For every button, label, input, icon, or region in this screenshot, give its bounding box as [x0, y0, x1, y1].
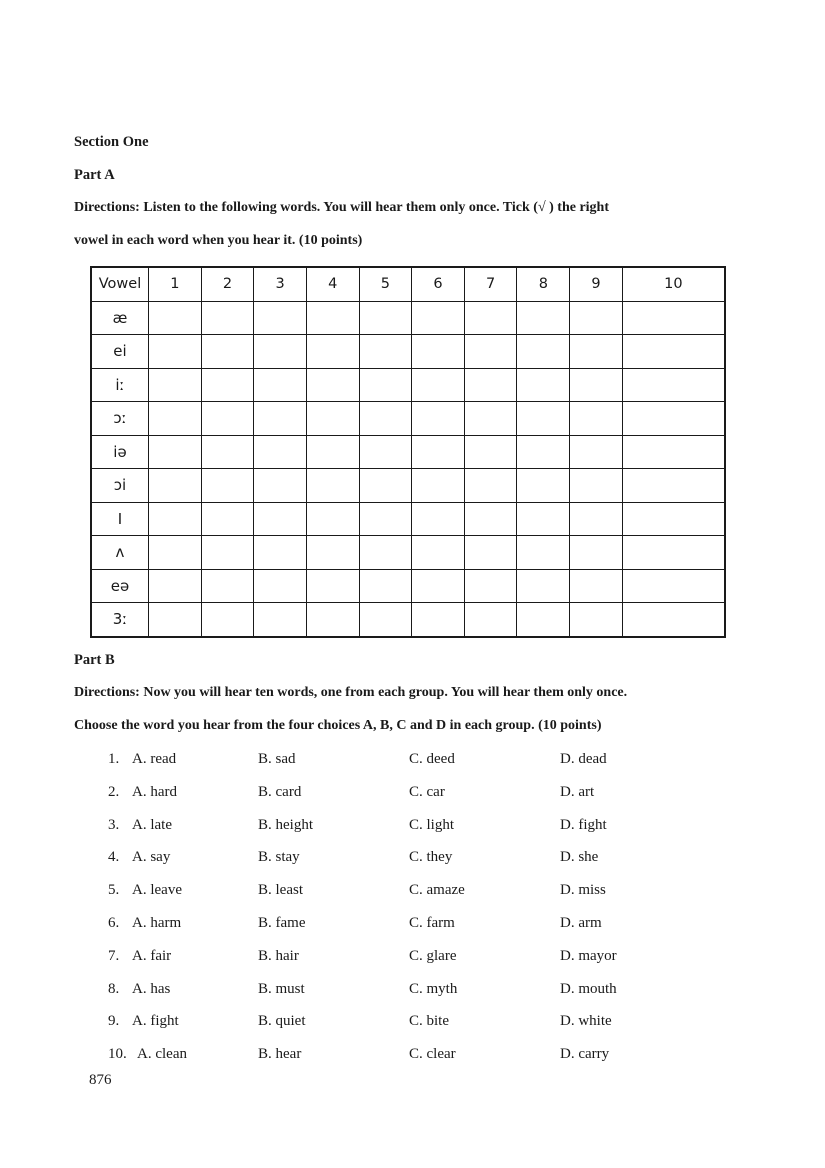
- tick-cell[interactable]: [517, 603, 570, 637]
- tick-cell[interactable]: [149, 301, 202, 335]
- word-number-header: 6: [412, 267, 465, 301]
- tick-cell[interactable]: [412, 502, 465, 536]
- question-number: 1.: [108, 751, 120, 767]
- table-row: [91, 301, 725, 335]
- choice-b[interactable]: B. fame: [258, 915, 306, 931]
- question-number: 9.: [108, 1013, 120, 1030]
- choice-c[interactable]: C. light: [409, 816, 455, 833]
- tick-cell[interactable]: [570, 502, 623, 536]
- tick-cell[interactable]: [570, 435, 623, 469]
- tick-cell[interactable]: [254, 435, 307, 469]
- tick-cell[interactable]: [412, 335, 465, 369]
- tick-cell[interactable]: [306, 536, 359, 570]
- choice-d[interactable]: D. art: [560, 783, 595, 800]
- choice-d[interactable]: D. mouth: [560, 980, 617, 997]
- tick-cell[interactable]: [201, 469, 254, 503]
- tick-cell[interactable]: [570, 603, 623, 637]
- choice-b[interactable]: B. card: [258, 783, 302, 800]
- word-number-header: 10: [622, 267, 725, 301]
- tick-cell[interactable]: [622, 368, 725, 402]
- choice-c[interactable]: C. clear: [409, 1046, 456, 1063]
- choice-a[interactable]: A. leave: [132, 882, 182, 899]
- tick-cell[interactable]: [201, 402, 254, 436]
- choice-d[interactable]: D. fight: [560, 816, 607, 833]
- choice-c[interactable]: C. myth: [409, 980, 458, 997]
- tick-cell[interactable]: [412, 569, 465, 603]
- tick-cell[interactable]: [622, 301, 725, 335]
- tick-cell[interactable]: [412, 368, 465, 402]
- tick-cell[interactable]: [254, 301, 307, 335]
- tick-cell[interactable]: [254, 335, 307, 369]
- tick-cell[interactable]: [622, 335, 725, 369]
- tick-cell[interactable]: [149, 603, 202, 637]
- tick-cell[interactable]: [570, 569, 623, 603]
- question-number: 3.: [108, 816, 120, 833]
- tick-cell[interactable]: [149, 402, 202, 436]
- tick-cell[interactable]: [464, 301, 517, 335]
- choice-d[interactable]: D. mayor: [560, 947, 617, 964]
- word-number-header: 5: [359, 267, 412, 301]
- tick-cell[interactable]: [306, 402, 359, 436]
- tick-cell[interactable]: [254, 569, 307, 603]
- tick-cell[interactable]: [622, 536, 725, 570]
- vowel-column-header: Vowel: [91, 267, 149, 301]
- part-a-directions-line2: vowel in each word when you hear it. (10 points): [74, 233, 363, 248]
- tick-cell[interactable]: [149, 335, 202, 369]
- choice-d[interactable]: D. she: [560, 849, 599, 866]
- word-number-header: 9: [570, 267, 623, 301]
- tick-cell[interactable]: [464, 569, 517, 603]
- tick-cell[interactable]: [359, 368, 412, 402]
- table-row: [91, 469, 725, 503]
- part-a-title: Part A: [74, 167, 115, 183]
- choice-d[interactable]: D. miss: [560, 882, 606, 899]
- tick-cell[interactable]: [149, 502, 202, 536]
- question-number: 2.: [108, 783, 120, 800]
- tick-cell[interactable]: [570, 469, 623, 503]
- choice-c[interactable]: C. they: [409, 849, 453, 866]
- choice-d[interactable]: D. dead: [560, 751, 607, 767]
- tick-cell[interactable]: [517, 301, 570, 335]
- word-number-header: 2: [201, 267, 254, 301]
- table-row: [91, 368, 725, 402]
- tick-cell[interactable]: [570, 536, 623, 570]
- tick-cell[interactable]: [359, 301, 412, 335]
- tick-cell[interactable]: [254, 502, 307, 536]
- table-row: [91, 435, 725, 469]
- tick-cell[interactable]: [464, 502, 517, 536]
- choice-b[interactable]: B. height: [258, 816, 313, 833]
- tick-cell[interactable]: [359, 569, 412, 603]
- tick-cell[interactable]: [464, 435, 517, 469]
- table-row: [91, 502, 725, 536]
- vowel-symbol-cell: ɔː: [91, 402, 149, 436]
- section-title: Section One: [74, 134, 149, 150]
- tick-cell[interactable]: [359, 536, 412, 570]
- tick-cell[interactable]: [359, 603, 412, 637]
- tick-cell[interactable]: [517, 435, 570, 469]
- tick-cell[interactable]: [149, 569, 202, 603]
- word-number-header: 8: [517, 267, 570, 301]
- tick-cell[interactable]: [412, 435, 465, 469]
- vowel-tick-table: [90, 266, 726, 638]
- choice-a[interactable]: A. clean: [137, 1046, 187, 1063]
- choice-a[interactable]: A. fight: [132, 1013, 179, 1030]
- tick-cell[interactable]: [622, 569, 725, 603]
- tick-cell[interactable]: [464, 402, 517, 436]
- tick-cell[interactable]: [149, 368, 202, 402]
- tick-cell[interactable]: [254, 536, 307, 570]
- vowel-symbol-cell: iː: [91, 368, 149, 402]
- choice-b[interactable]: B. sad: [258, 751, 296, 767]
- tick-cell[interactable]: [570, 402, 623, 436]
- tick-cell[interactable]: [517, 335, 570, 369]
- table-row: [91, 402, 725, 436]
- choice-a[interactable]: A. late: [132, 816, 172, 833]
- tick-cell[interactable]: [201, 368, 254, 402]
- choice-b[interactable]: B. quiet: [258, 1013, 306, 1030]
- tick-cell[interactable]: [570, 335, 623, 369]
- tick-cell[interactable]: [201, 569, 254, 603]
- choice-c[interactable]: C. car: [409, 783, 445, 800]
- part-a-directions-line1: Directions: Listen to the following words. You will hear them only once. Tick (√ ) the right: [74, 200, 610, 215]
- question-number: 4.: [108, 849, 120, 866]
- tick-cell[interactable]: [412, 536, 465, 570]
- tick-cell[interactable]: [359, 335, 412, 369]
- choice-a[interactable]: A. fair: [132, 947, 172, 964]
- tick-cell[interactable]: [306, 603, 359, 637]
- tick-cell[interactable]: [570, 368, 623, 402]
- choice-b[interactable]: B. hear: [258, 1046, 302, 1063]
- tick-cell[interactable]: [517, 569, 570, 603]
- choice-a[interactable]: A. hard: [132, 783, 177, 800]
- tick-cell[interactable]: [359, 402, 412, 436]
- choice-c[interactable]: C. farm: [409, 915, 455, 931]
- tick-cell[interactable]: [254, 402, 307, 436]
- choice-c[interactable]: C. bite: [409, 1013, 449, 1030]
- tick-cell[interactable]: [412, 301, 465, 335]
- vowel-symbol-cell: æ: [91, 301, 149, 335]
- tick-cell[interactable]: [517, 368, 570, 402]
- tick-cell[interactable]: [201, 435, 254, 469]
- table-row: [91, 569, 725, 603]
- choice-c[interactable]: C. glare: [409, 947, 457, 964]
- tick-cell[interactable]: [306, 502, 359, 536]
- tick-cell[interactable]: [201, 603, 254, 637]
- tick-cell[interactable]: [149, 469, 202, 503]
- tick-cell[interactable]: [254, 368, 307, 402]
- vowel-symbol-cell: ei: [91, 335, 149, 369]
- choice-d[interactable]: D. carry: [560, 1046, 610, 1063]
- tick-cell[interactable]: [359, 469, 412, 503]
- tick-cell[interactable]: [306, 301, 359, 335]
- page-number: 876: [89, 1072, 112, 1088]
- tick-cell[interactable]: [464, 603, 517, 637]
- choice-d[interactable]: D. white: [560, 1013, 612, 1030]
- tick-cell[interactable]: [359, 435, 412, 469]
- choice-b[interactable]: B. hair: [258, 947, 299, 964]
- question-number: 6.: [108, 915, 120, 931]
- vowel-symbol-cell: ʌ: [91, 536, 149, 570]
- tick-cell[interactable]: [306, 469, 359, 503]
- choice-a[interactable]: A. say: [132, 849, 171, 866]
- choice-a[interactable]: A. has: [132, 980, 171, 997]
- tick-cell[interactable]: [464, 536, 517, 570]
- choice-b[interactable]: B. stay: [258, 849, 300, 866]
- choice-a[interactable]: A. read: [132, 751, 177, 767]
- tick-cell[interactable]: [306, 435, 359, 469]
- tick-cell[interactable]: [149, 536, 202, 570]
- question-number: 8.: [108, 980, 120, 997]
- word-number-header: 7: [464, 267, 517, 301]
- tick-cell[interactable]: [306, 569, 359, 603]
- vowel-symbol-cell: eə: [91, 569, 149, 603]
- word-number-header: 4: [306, 267, 359, 301]
- tick-cell[interactable]: [412, 402, 465, 436]
- tick-cell[interactable]: [306, 368, 359, 402]
- table-header-row: [91, 267, 725, 301]
- table-row: [91, 335, 725, 369]
- vowel-symbol-cell: 3ː: [91, 603, 149, 637]
- tick-cell[interactable]: [622, 402, 725, 436]
- word-number-header: 3: [254, 267, 307, 301]
- vowel-symbol-cell: I: [91, 502, 149, 536]
- table-row: [91, 603, 725, 637]
- tick-cell[interactable]: [359, 502, 412, 536]
- choice-b[interactable]: B. least: [258, 882, 303, 899]
- tick-cell[interactable]: [622, 435, 725, 469]
- tick-cell[interactable]: [464, 335, 517, 369]
- choice-c[interactable]: C. amaze: [409, 882, 465, 899]
- part-b-title: Part B: [74, 652, 115, 668]
- choice-c[interactable]: C. deed: [409, 751, 455, 767]
- question-number: 5.: [108, 882, 120, 899]
- tick-cell[interactable]: [201, 502, 254, 536]
- tick-cell[interactable]: [201, 335, 254, 369]
- table-row: [91, 536, 725, 570]
- tick-cell[interactable]: [254, 603, 307, 637]
- question-number: 7.: [108, 947, 120, 964]
- tick-cell[interactable]: [517, 502, 570, 536]
- choice-d[interactable]: D. arm: [560, 915, 602, 931]
- tick-cell[interactable]: [517, 469, 570, 503]
- choice-b[interactable]: B. must: [258, 980, 305, 997]
- tick-cell[interactable]: [149, 435, 202, 469]
- tick-cell[interactable]: [622, 469, 725, 503]
- tick-cell[interactable]: [517, 536, 570, 570]
- tick-cell[interactable]: [201, 301, 254, 335]
- tick-cell[interactable]: [254, 469, 307, 503]
- tick-cell[interactable]: [570, 301, 623, 335]
- tick-cell[interactable]: [306, 335, 359, 369]
- tick-cell[interactable]: [201, 536, 254, 570]
- tick-cell[interactable]: [622, 603, 725, 637]
- tick-cell[interactable]: [622, 502, 725, 536]
- tick-cell[interactable]: [464, 368, 517, 402]
- vowel-symbol-cell: iə: [91, 435, 149, 469]
- tick-cell[interactable]: [517, 402, 570, 436]
- vowel-symbol-cell: ɔi: [91, 469, 149, 503]
- tick-cell[interactable]: [464, 469, 517, 503]
- part-b-directions-line1: Directions: Now you will hear ten words, one from each group. You will hear them only once.: [74, 685, 628, 700]
- choice-a[interactable]: A. harm: [132, 915, 182, 931]
- part-b-directions-line2: Choose the word you hear from the four choices A, B, C and D in each group. (10 points): [74, 718, 602, 733]
- question-number: 10.: [108, 1046, 127, 1063]
- tick-cell[interactable]: [412, 469, 465, 503]
- word-number-header: 1: [149, 267, 202, 301]
- tick-cell[interactable]: [412, 603, 465, 637]
